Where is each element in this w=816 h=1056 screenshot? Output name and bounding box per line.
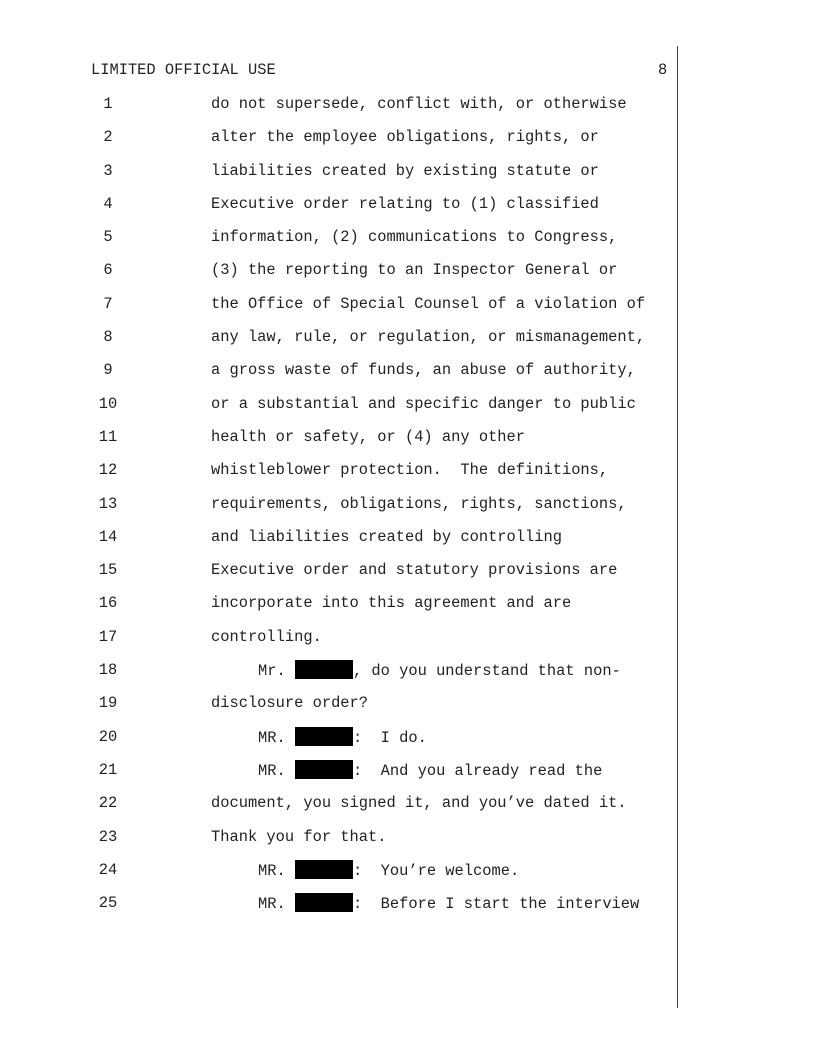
transcript-line [0, 527, 816, 560]
line-number: 11 [98, 427, 118, 446]
line-number: 10 [98, 394, 118, 413]
transcript-line [0, 260, 816, 293]
line-text: Thank you for that. [211, 827, 387, 846]
transcript-line [0, 194, 816, 227]
line-number: 19 [98, 694, 118, 713]
line-number: 4 [103, 194, 113, 213]
transcript-line [0, 94, 816, 127]
line-text: liabilities created by existing statute or [211, 161, 599, 180]
line-number: 20 [98, 727, 118, 746]
line-number: 14 [98, 527, 118, 546]
line-number: 3 [103, 161, 113, 180]
line-number: 23 [98, 827, 118, 846]
line-text: (3) the reporting to an Inspector General or [211, 261, 618, 280]
redaction-box [295, 893, 353, 912]
line-text [258, 860, 519, 881]
transcript-line [0, 494, 816, 527]
transcript-line [0, 460, 816, 493]
redaction-box [295, 660, 353, 679]
speaker-prefix: Mr. [258, 662, 295, 681]
line-number: 18 [98, 661, 118, 680]
transcript-line [0, 127, 816, 160]
line-number: 22 [98, 794, 118, 813]
line-text: document, you signed it, and you’ve dated it. [211, 794, 627, 813]
line-text-continued: : And you already read the [352, 761, 603, 780]
page-number: 8 [658, 61, 668, 79]
line-text: health or safety, or (4) any other [211, 427, 526, 446]
line-text: do not supersede, conflict with, or otherwise [211, 95, 627, 113]
transcript-line [0, 294, 816, 327]
speaker-prefix: MR. [258, 728, 295, 747]
transcript-line [0, 560, 816, 593]
line-text-continued: , do you understand that non- [352, 662, 621, 681]
transcript-line [0, 860, 816, 893]
line-text: Executive order relating to (1) classified [211, 194, 599, 213]
transcript-line [0, 360, 816, 393]
line-text [258, 660, 621, 681]
line-text-continued: : I do. [352, 728, 427, 747]
transcript-line [0, 593, 816, 626]
line-number: 9 [103, 361, 113, 380]
line-text: controlling. [211, 627, 322, 646]
transcript-line [0, 793, 816, 826]
line-text: Executive order and statutory provisions are [211, 561, 618, 580]
line-number: 13 [98, 494, 118, 513]
line-number: 2 [103, 128, 113, 147]
line-text: or a substantial and specific danger to public [211, 394, 636, 413]
transcript-line [0, 727, 816, 760]
transcript-line [0, 827, 816, 860]
line-text: the Office of Special Counsel of a violation of [211, 294, 646, 313]
line-number: 16 [98, 594, 118, 613]
transcript-line [0, 327, 816, 360]
line-text: any law, rule, or regulation, or mismanagement, [211, 328, 646, 347]
transcript-line [0, 660, 816, 693]
transcript-line [0, 693, 816, 726]
line-text: alter the employee obligations, rights, or [211, 128, 599, 147]
line-number: 21 [98, 760, 118, 779]
transcript-line [0, 427, 816, 460]
line-number: 25 [98, 894, 118, 913]
transcript-line [0, 227, 816, 260]
line-text [258, 893, 639, 914]
line-number: 7 [103, 294, 113, 313]
line-number: 5 [103, 228, 113, 247]
line-text: information, (2) communications to Congress, [211, 228, 618, 247]
line-number: 6 [103, 261, 113, 280]
line-text: requirements, obligations, rights, sanctions, [211, 494, 627, 513]
speaker-prefix: MR. [258, 895, 295, 914]
line-text-continued: : Before I start the interview [352, 895, 640, 914]
line-text [258, 760, 602, 781]
line-text-continued: : You’re welcome. [352, 861, 520, 880]
line-number: 12 [98, 461, 118, 480]
line-text: disclosure order? [211, 694, 369, 713]
line-text: incorporate into this agreement and are [211, 594, 572, 613]
line-text: whistleblower protection. The definitions, [211, 461, 609, 480]
line-text: and liabilities created by controlling [211, 527, 562, 546]
line-number: 8 [103, 328, 113, 347]
transcript-line [0, 760, 816, 793]
redaction-box [295, 727, 353, 746]
transcript-line [0, 394, 816, 427]
speaker-prefix: MR. [258, 761, 295, 780]
transcript-line [0, 893, 816, 926]
redaction-box [295, 760, 353, 779]
transcript-line [0, 627, 816, 660]
transcript-body [0, 94, 816, 926]
line-number: 1 [103, 95, 113, 113]
line-number: 15 [98, 561, 118, 580]
line-text [258, 727, 427, 748]
transcript-line [0, 161, 816, 194]
line-text: a gross waste of funds, an abuse of authority, [211, 361, 636, 380]
speaker-prefix: MR. [258, 861, 295, 880]
classification-header: LIMITED OFFICIAL USE [91, 61, 276, 79]
redaction-box [295, 860, 353, 879]
line-number: 24 [98, 860, 118, 879]
line-number: 17 [98, 627, 118, 646]
